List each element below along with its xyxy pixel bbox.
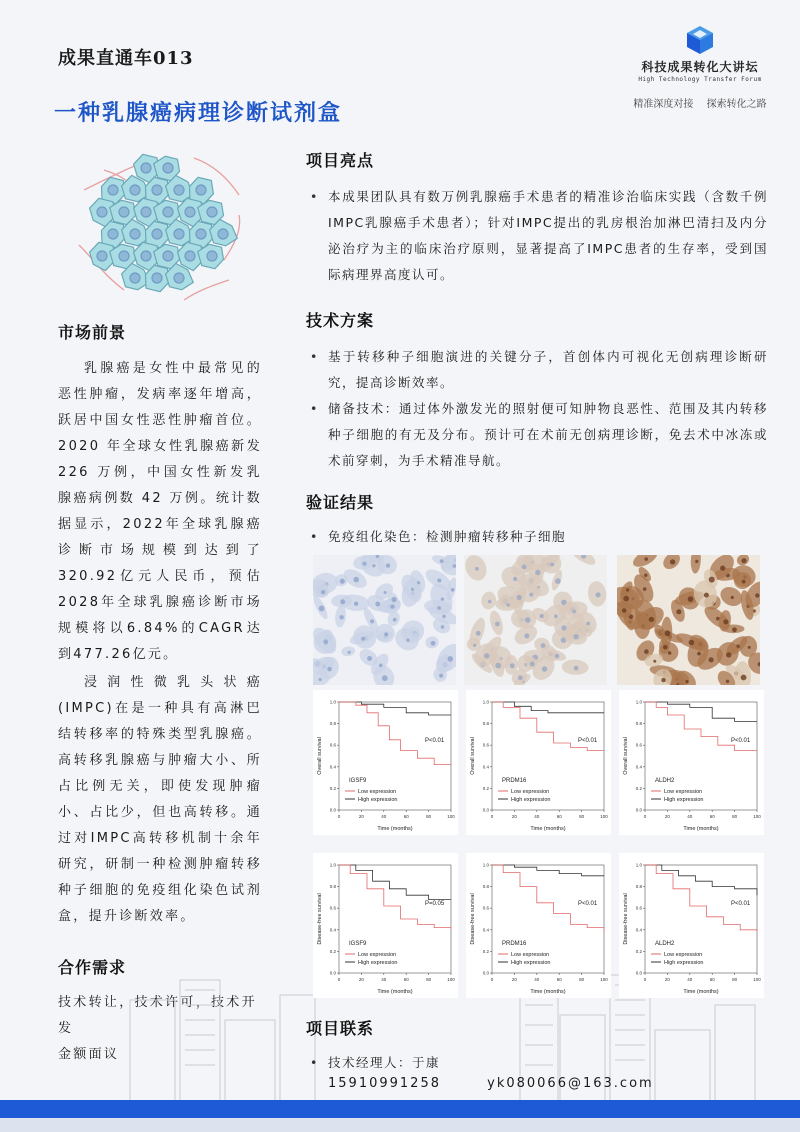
tissue-nucleus <box>442 615 446 619</box>
legend-high-label: High expression <box>511 797 551 803</box>
y-axis-label: Overall survival <box>317 737 323 775</box>
verify-list <box>306 524 768 550</box>
cell-nucleus <box>108 185 118 195</box>
forum-logo <box>620 24 780 110</box>
y-tick-label: 0.2 <box>329 785 336 791</box>
y-tick-label: 0.0 <box>482 807 489 813</box>
tissue-nucleus <box>495 622 500 627</box>
low-expression-curve <box>339 865 451 930</box>
x-tick-label: 60 <box>403 977 409 982</box>
cell-nucleus <box>141 251 151 261</box>
tissue-nucleus <box>561 625 566 630</box>
tissue-nucleus <box>726 652 731 657</box>
x-tick-label: 100 <box>753 977 761 982</box>
x-tick-label: 60 <box>403 814 409 819</box>
tissue-nucleus <box>676 609 681 614</box>
tissue-nucleus <box>513 577 517 581</box>
tissue-nucleus <box>695 560 698 563</box>
cell-nucleus <box>97 251 107 261</box>
y-tick-label: 0.6 <box>635 905 642 911</box>
y-tick-label: 1.0 <box>635 699 642 705</box>
x-tick-label: 20 <box>358 977 364 982</box>
gene-label: PRDM16 <box>502 778 527 784</box>
tissue-nucleus <box>643 587 647 591</box>
cell-nucleus <box>174 229 184 239</box>
tissue-nucleus <box>517 595 522 600</box>
tissue-nucleus <box>649 617 654 622</box>
highlight-item: • 本成果团队具有数万例乳腺癌手术患者的精准诊治临床实践（含数千例IMPC乳腺癌手术患者）；针对IMPC提出的乳房根治加淋巴清扫及内分泌治疗为主的临床治疗原则，显著提高了IMPC患者的生存率，受到国际病理界高度认可。 <box>306 184 768 288</box>
km-plot-os-prdm16 <box>466 690 611 835</box>
cooperation-heading: 合作需求 <box>58 958 127 977</box>
legend-high-label: High expression <box>358 797 398 803</box>
gene-label: IGSF9 <box>349 941 367 947</box>
tissue-nucleus <box>541 643 546 648</box>
y-axis-label: Disease-free survival <box>470 893 476 945</box>
tech-item: • 储备技术：通过体外激发光的照射便可知肿物良恶性、范围及其内转移种子细胞的有无及分布。预计可在术前无创病理诊断，免去术中冰冻或术前穿刺，为手术精准导航。 <box>306 396 768 474</box>
y-tick-label: 0.0 <box>329 807 336 813</box>
low-expression-curve <box>645 865 757 932</box>
y-tick-label: 1.0 <box>482 862 489 868</box>
tissue-nucleus <box>323 639 328 644</box>
y-tick-label: 0.6 <box>482 905 489 911</box>
tissue-nucleus <box>437 606 441 610</box>
tissue-nucleus <box>742 580 746 584</box>
x-tick-label: 80 <box>579 814 585 819</box>
x-tick-label: 0 <box>643 814 647 819</box>
tissue-nucleus <box>384 632 388 636</box>
cell-nucleus <box>196 185 206 195</box>
y-tick-label: 0.8 <box>329 884 336 890</box>
p-value-label: P<0.01 <box>731 738 751 744</box>
x-tick-label: 0 <box>337 977 341 982</box>
highlights-list <box>306 184 768 288</box>
footer-bar <box>0 1100 800 1118</box>
x-tick-label: 60 <box>556 814 562 819</box>
tissue-nucleus <box>530 662 535 667</box>
tissue-nucleus <box>555 654 560 659</box>
market-paragraph-1: 乳腺癌是女性中最常见的恶性肿瘤，发病率逐年增高，跃居中国女性恶性肿瘤首位。 2020 年全球女性乳腺癌新发 226 万例，中国女性新发乳腺癌病例数 42 万例。统计数据显示，2022年全球乳腺癌诊断市场规模到达到了320.92亿元人民币，预估2028年全球乳腺癌诊断市场规模将以6.84%的CAGR达到477.26亿元。 <box>58 361 262 662</box>
y-tick-label: 0.0 <box>482 970 489 976</box>
series-label: 成果直通车013 <box>58 48 194 69</box>
tissue-nucleus <box>755 593 759 597</box>
y-tick-label: 0.0 <box>329 970 336 976</box>
tissue-nucleus <box>484 653 489 658</box>
tissue-nucleus <box>391 605 395 609</box>
gene-label: ALDH2 <box>655 941 675 947</box>
tissue-nucleus <box>732 627 737 632</box>
logo-english-name: High Technology Transfer Forum <box>638 76 762 83</box>
tissue-nucleus <box>653 660 656 663</box>
tissue-nucleus <box>495 663 501 669</box>
tissue-nucleus <box>476 631 481 636</box>
cell-nucleus <box>152 273 162 283</box>
y-tick-label: 0.4 <box>635 764 642 770</box>
tissue-nucleus <box>362 562 366 566</box>
tissue-nucleus <box>522 565 527 570</box>
cell-nucleus <box>174 185 184 195</box>
highlights-heading: 项目亮点 <box>306 151 375 170</box>
y-tick-label: 0.0 <box>635 970 642 976</box>
tissue-nucleus <box>431 641 436 646</box>
y-tick-label: 0.8 <box>482 721 489 727</box>
y-tick-label: 1.0 <box>635 862 642 868</box>
x-axis-label: Time (months) <box>683 989 719 995</box>
y-tick-label: 0.2 <box>482 948 489 954</box>
cell-nucleus <box>119 207 129 217</box>
y-tick-label: 0.6 <box>329 742 336 748</box>
cell-nucleus <box>163 163 173 173</box>
cell-nucleus <box>141 163 151 173</box>
tissue-nucleus <box>741 558 746 563</box>
tech-item: • 基于转移种子细胞演进的关键分子，首创体内可视化无创病理诊断研究，提高诊断效率。 <box>306 344 768 396</box>
x-tick-label: 20 <box>664 814 670 819</box>
x-tick-label: 20 <box>358 814 364 819</box>
tissue-nucleus <box>726 680 729 683</box>
tissue-nucleus <box>384 591 387 594</box>
cell-nucleus <box>130 229 140 239</box>
tissue-nucleus <box>535 570 540 575</box>
cell-nucleus <box>97 207 107 217</box>
cooperation-item: 技术转让，技术许可，技术开发 <box>58 995 257 1036</box>
x-tick-label: 40 <box>381 977 387 982</box>
x-tick-label: 40 <box>534 977 540 982</box>
tissue-nucleus <box>473 644 476 647</box>
tissue-nucleus <box>622 608 627 613</box>
tissue-nucleus <box>370 619 374 623</box>
gene-label: PRDM16 <box>502 941 527 947</box>
x-axis-label: Time (months) <box>530 826 566 832</box>
tissue-nucleus <box>550 563 554 567</box>
tissue-nucleus <box>367 656 372 661</box>
tissue-nucleus <box>529 593 533 597</box>
cell-nucleus <box>130 185 140 195</box>
legend-high-label: High expression <box>358 960 398 966</box>
y-tick-label: 0.2 <box>329 948 336 954</box>
contact-email: yk080066@163.com <box>487 1076 654 1091</box>
tissue-nucleus <box>731 596 734 599</box>
market-heading: 市场前景 <box>58 323 127 342</box>
tissue-nucleus <box>448 656 454 662</box>
tissue-nucleus <box>542 666 548 672</box>
tissue-nucleus <box>573 610 576 613</box>
ihc-micrograph-medium <box>464 555 607 685</box>
tissue-nucleus <box>670 559 675 564</box>
x-tick-label: 100 <box>447 977 455 982</box>
cell-nucleus <box>207 207 217 217</box>
y-tick-label: 0.4 <box>482 764 489 770</box>
footer-strip <box>0 1118 800 1132</box>
cell-nucleus <box>163 251 173 261</box>
tissue-nucleus <box>689 640 695 646</box>
tissue-nucleus <box>375 602 380 607</box>
x-tick-label: 80 <box>579 977 585 982</box>
y-tick-label: 0.6 <box>482 742 489 748</box>
x-axis-label: Time (months) <box>377 826 413 832</box>
tissue-nucleus <box>354 602 358 606</box>
tissue-nucleus <box>586 622 590 626</box>
y-axis-label: Disease-free survival <box>317 893 323 945</box>
gene-label: IGSF9 <box>349 778 367 784</box>
tissue-nucleus <box>661 678 665 682</box>
tissue-nucleus <box>340 599 345 604</box>
contact-heading: 项目联系 <box>306 1019 375 1038</box>
y-tick-label: 0.6 <box>329 905 336 911</box>
p-value-label: P<0.01 <box>578 901 598 907</box>
y-tick-label: 0.4 <box>329 927 336 933</box>
km-plot-dfs-aldh2 <box>619 853 764 998</box>
km-plot-dfs-igsf9 <box>313 853 458 998</box>
y-axis-label: Overall survival <box>623 737 629 775</box>
y-tick-label: 1.0 <box>329 699 336 705</box>
tissue-nucleus <box>339 615 343 619</box>
x-tick-label: 80 <box>426 977 432 982</box>
tissue-nucleus <box>709 577 715 583</box>
x-tick-label: 40 <box>687 814 693 819</box>
gene-label: ALDH2 <box>655 778 675 784</box>
y-tick-label: 0.8 <box>635 721 642 727</box>
verify-heading: 验证结果 <box>306 493 375 512</box>
legend-low-label: Low expression <box>664 952 703 958</box>
high-expression-curve <box>645 702 757 721</box>
x-tick-label: 100 <box>600 977 608 982</box>
x-tick-label: 20 <box>664 977 670 982</box>
y-tick-label: 1.0 <box>482 699 489 705</box>
cube-logo-icon <box>685 24 715 56</box>
contact-list <box>306 1050 768 1076</box>
cell-nucleus <box>218 229 228 239</box>
y-tick-label: 0.2 <box>482 785 489 791</box>
high-expression-curve <box>492 865 604 876</box>
tissue-nucleus <box>644 649 649 654</box>
low-expression-curve <box>492 865 604 932</box>
ihc-micrograph-low <box>313 555 456 685</box>
legend-low-label: Low expression <box>664 789 703 795</box>
x-tick-label: 60 <box>556 977 562 982</box>
tissue-nucleus <box>748 646 751 649</box>
cell-nucleus <box>152 185 162 195</box>
tissue-nucleus <box>386 563 390 567</box>
tissue-nucleus <box>319 606 325 612</box>
cell-nucleus <box>108 229 118 239</box>
tissue-nucleus <box>596 592 601 597</box>
tissue-nucleus <box>440 559 444 563</box>
cell-nucleus <box>174 273 184 283</box>
y-tick-label: 0.4 <box>635 927 642 933</box>
x-tick-label: 0 <box>490 977 494 982</box>
legend-low-label: Low expression <box>358 789 397 795</box>
y-tick-label: 0.8 <box>482 884 489 890</box>
tissue-nucleus <box>626 588 629 591</box>
low-expression-curve <box>339 702 451 765</box>
tissue-nucleus <box>688 596 694 602</box>
p-value-label: P<0.01 <box>425 738 445 744</box>
tissue-nucleus <box>319 678 322 681</box>
tissue-nucleus <box>574 666 579 671</box>
cooperation-item: 金额面议 <box>58 1047 120 1062</box>
legend-low-label: Low expression <box>511 952 550 958</box>
x-tick-label: 80 <box>732 814 738 819</box>
cell-nucleus <box>152 229 162 239</box>
tissue-nucleus <box>392 597 397 602</box>
tech-list <box>306 344 768 474</box>
tech-heading: 技术方案 <box>306 311 375 330</box>
y-tick-label: 0.2 <box>635 785 642 791</box>
y-tick-label: 0.8 <box>635 884 642 890</box>
tissue-nucleus <box>668 651 672 655</box>
x-axis-label: Time (months) <box>377 989 413 995</box>
tissue-nucleus <box>723 619 728 624</box>
market-paragraph-2: 浸润性微乳头状癌(IMPC)在是一种具有高淋巴结转移率的特殊类型乳腺癌。高转移乳腺癌与肿瘤大小、所占比例无关，即使发现肿瘤小、占比少，但也高转移。通过对IMPC高转移机制十余年研究，研制一种检测肿瘤转移种子细胞的免疫组化染色试剂盒，提升诊断效率。 <box>58 675 262 924</box>
tissue-nucleus <box>361 637 365 641</box>
p-value-label: P<0.01 <box>578 738 598 744</box>
tissue-nucleus <box>382 675 388 681</box>
tissue-nucleus <box>663 645 668 650</box>
tissue-nucleus <box>417 581 420 584</box>
cell-nucleus <box>141 207 151 217</box>
tissue-nucleus <box>439 674 443 678</box>
tissue-nucleus <box>685 680 688 683</box>
y-tick-label: 0.4 <box>329 764 336 770</box>
x-tick-label: 0 <box>490 814 494 819</box>
y-tick-label: 0.4 <box>482 927 489 933</box>
legend-high-label: High expression <box>664 797 704 803</box>
tissue-nucleus <box>437 579 441 583</box>
tissue-nucleus <box>488 600 492 604</box>
x-tick-label: 100 <box>753 814 761 819</box>
cell-nucleus <box>185 207 195 217</box>
tissue-nucleus <box>644 557 648 561</box>
x-tick-label: 20 <box>511 977 517 982</box>
x-tick-label: 20 <box>511 814 517 819</box>
contact-manager: • 技术经理人：于康 <box>306 1050 768 1076</box>
legend-high-label: High expression <box>511 960 551 966</box>
tissue-nucleus <box>379 664 383 668</box>
contact-details <box>328 1076 694 1091</box>
logo-name: 科技成果转化大讲坛 <box>641 60 759 74</box>
p-value-label: P<0.01 <box>731 901 751 907</box>
tissue-nucleus <box>353 577 359 583</box>
ihc-micrograph-high <box>617 555 760 685</box>
high-expression-curve <box>645 865 757 895</box>
tissue-nucleus <box>704 593 709 598</box>
tissue-nucleus <box>475 567 479 571</box>
tissue-nucleus <box>720 566 725 571</box>
tissue-nucleus <box>573 634 578 639</box>
cell-nucleus <box>130 273 140 283</box>
high-expression-curve <box>339 865 451 900</box>
km-plot-dfs-prdm16 <box>466 853 611 998</box>
cell-nucleus <box>185 251 195 261</box>
tissue-nucleus <box>507 603 510 606</box>
tissue-nucleus <box>555 578 561 584</box>
x-axis-label: Time (months) <box>683 826 719 832</box>
tissue-nucleus <box>697 652 701 656</box>
legend-high-label: High expression <box>664 960 704 966</box>
y-axis-label: Disease-free survival <box>623 893 629 945</box>
tissue-nucleus <box>348 651 351 654</box>
y-axis-label: Overall survival <box>470 737 476 775</box>
x-tick-label: 100 <box>600 814 608 819</box>
x-tick-label: 40 <box>687 977 693 982</box>
tissue-nucleus <box>525 617 531 623</box>
tissue-nucleus <box>709 657 714 662</box>
tissue-nucleus <box>518 675 523 680</box>
tissue-nucleus <box>406 639 409 642</box>
x-tick-label: 60 <box>709 814 715 819</box>
cell-nucleus <box>207 251 217 261</box>
y-tick-label: 1.0 <box>329 862 336 868</box>
tissue-nucleus <box>441 625 445 629</box>
y-tick-label: 0.6 <box>635 742 642 748</box>
tissue-nucleus <box>451 588 455 592</box>
legend-low-label: Low expression <box>358 952 397 958</box>
tissue-nucleus <box>393 618 397 622</box>
contact-phone: 15910991258 <box>328 1076 441 1091</box>
x-tick-label: 100 <box>447 814 455 819</box>
tissue-nucleus <box>524 633 529 638</box>
tissue-nucleus <box>665 630 671 636</box>
tissue-nucleus <box>510 663 515 668</box>
tissue-nucleus <box>321 590 325 594</box>
tissue-nucleus <box>340 579 345 584</box>
verify-item: • 免疫组化染色：检测肿瘤转移种子细胞 <box>306 524 768 550</box>
y-tick-label: 0.0 <box>635 807 642 813</box>
km-plot-os-aldh2 <box>619 690 764 835</box>
x-tick-label: 80 <box>732 977 738 982</box>
x-tick-label: 40 <box>381 814 387 819</box>
tissue-nucleus <box>327 667 332 672</box>
x-axis-label: Time (months) <box>530 989 566 995</box>
y-tick-label: 0.2 <box>635 948 642 954</box>
x-tick-label: 40 <box>534 814 540 819</box>
x-tick-label: 0 <box>337 814 341 819</box>
x-tick-label: 60 <box>709 977 715 982</box>
x-tick-label: 0 <box>643 977 647 982</box>
page-title: 一种乳腺癌病理诊断试剂盒 <box>54 101 343 126</box>
y-tick-label: 0.8 <box>329 721 336 727</box>
cell-nucleus <box>196 229 206 239</box>
legend-low-label: Low expression <box>511 789 550 795</box>
slogan: 精准深度对接 探索转化之路 <box>633 99 767 110</box>
km-plot-os-igsf9 <box>313 690 458 835</box>
cell-nucleus <box>163 207 173 217</box>
tissue-nucleus <box>554 614 558 618</box>
cell-nucleus <box>119 251 129 261</box>
x-tick-label: 80 <box>426 814 432 819</box>
tissue-nucleus <box>644 574 647 577</box>
p-value-label: P=0.05 <box>425 901 445 907</box>
tissue-nucleus <box>741 675 747 681</box>
tumor-cell-cluster-illustration <box>74 150 244 305</box>
